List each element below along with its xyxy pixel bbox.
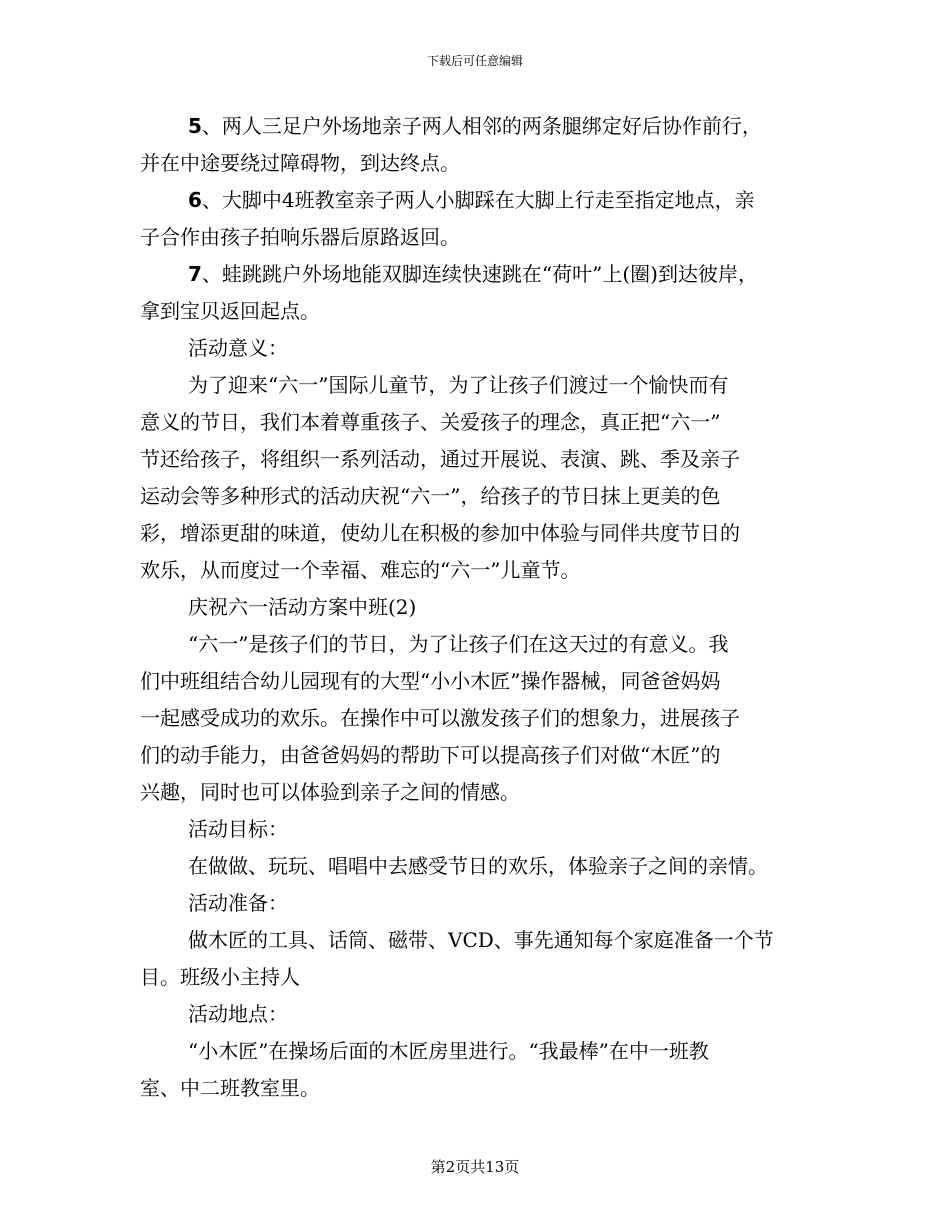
document-body [140,108,830,1107]
text-line [140,478,830,515]
page-header: 下载后可任意编辑 [426,54,523,68]
item-number: 6 [188,188,202,212]
line-text: 节还给孩子，将组织一系列活动，通过开展说、表演、跳、季及亲子 [140,447,740,471]
line-text: 一起感受成功的欢乐。在操作中可以激发孩子们的想象力，进展孩子 [140,706,740,730]
line-text: 欢乐，从而度过一个幸福、难忘的“六一”儿童节。 [140,558,581,582]
line-text: 庆祝六一活动方案中班(2) [188,595,417,619]
line-text: 为了迎来“六一”国际儿童节，为了让孩子们渡过一个愉快而有 [188,373,729,397]
text-line [140,330,830,367]
line-text: 室、中二班教室里。 [140,1076,320,1100]
line-text: 、蛙跳跳户外场地能双脚连续快速跳在“荷叶”上(圈)到达彼岸， [201,262,758,286]
page-footer: 第2页共13页 [430,1158,520,1176]
line-text: 活动准备： [188,891,288,915]
text-line [140,959,830,996]
line-text: 、两人三足户外场地亲子两人相邻的两条腿绑定好后协作前行， [201,114,762,138]
text-line [140,737,830,774]
text-line [140,441,830,478]
line-text: 活动意义： [188,336,288,360]
line-text: 活动目标： [188,817,288,841]
text-line [140,1070,830,1107]
text-line [140,552,830,589]
text-line [140,367,830,404]
text-line [140,1033,830,1070]
text-line [140,626,830,663]
line-text: “小木匠”在操场后面的木匠房里进行。“我最棒”在中一班教 [188,1039,709,1063]
text-line [140,848,830,885]
item-number: 7 [188,262,202,286]
text-line [140,404,830,441]
line-text: 们中班组结合幼儿园现有的大型“小小木匠”操作器械，同爸爸妈妈 [140,669,721,693]
line-text: 并在中途要绕过障碍物，到达终点。 [140,151,460,175]
text-line [140,589,830,626]
line-text: 目。班级小主持人 [140,965,300,989]
line-text: 意义的节日，我们本着尊重孩子、关爱孩子的理念，真正把“六一” [140,410,721,434]
text-line [140,256,830,293]
line-text: 们的动手能力，由爸爸妈妈的帮助下可以提高孩子们对做“木匠”的 [140,743,721,767]
line-text: 彩，增添更甜的味道，使幼儿在积极的参加中体验与同伴共度节日的 [140,521,740,545]
text-line [140,996,830,1033]
line-text: 兴趣，同时也可以体验到亲子之间的情感。 [140,780,520,804]
line-text: 拿到宝贝返回起点。 [140,299,320,323]
line-text: “六一”是孩子们的节日，为了让孩子们在这天过的有意义。我 [188,632,729,656]
text-line [140,145,830,182]
item-number: 5 [188,114,202,138]
text-line [140,108,830,145]
text-line [140,182,830,219]
text-line [140,811,830,848]
line-text: 做木匠的工具、话筒、磁带、VCD、事先通知每个家庭准备一个节 [188,928,774,952]
line-text: 、大脚中4班教室亲子两人小脚踩在大脚上行走至指定地点，亲 [201,188,755,212]
text-line [140,663,830,700]
line-text: 运动会等多种形式的活动庆祝“六一”，给孩子的节日抹上更美的色 [140,484,721,508]
text-line [140,293,830,330]
text-line [140,700,830,737]
text-line [140,515,830,552]
text-line [140,885,830,922]
line-text: 活动地点： [188,1002,288,1026]
line-text: 在做做、玩玩、唱唱中去感受节日的欢乐，体验亲子之间的亲情。 [188,854,768,878]
text-line [140,774,830,811]
text-line [140,922,830,959]
line-text: 子合作由孩子拍响乐器后原路返回。 [140,225,460,249]
text-line [140,219,830,256]
